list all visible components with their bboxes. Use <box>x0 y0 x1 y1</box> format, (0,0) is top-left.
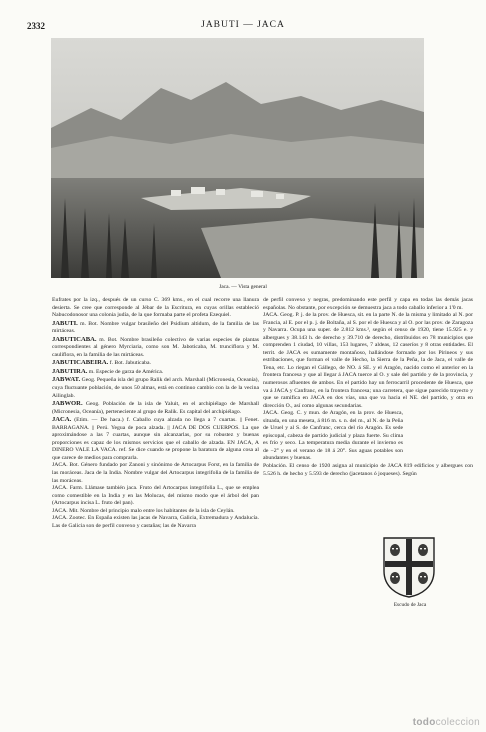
left-entry: JACA. Mit. Nombre del principio malo entre los habitantes de la isla de Ceylán. <box>52 507 235 514</box>
running-head: JABUTI — JACA <box>201 20 285 30</box>
left-entry: JACA. Bot. Género fundado por Zanoni y sinónimo de Artocarpus Forst, en la familia de las moráceas. Jaca de la India. Nombre vulgar del Artocarpus integrifolia de la familia de las moráceas. <box>52 462 259 484</box>
left-entry: JABWOR. Geog. Población de la isla de Yaluit, en el archipiélago de Marshall (Micronesia, Oceanía), perteneciente al grupo de Ralik. Es capital del archipiélago. <box>52 400 259 415</box>
right-entry: JACA. Geog. P. j. de la prov. de Huesca, sit. en la parte N. de la misma y limitado al N. por Francia, al E. por el p. j. de Boltaña, al S. por el de Huesca y al O. por las prov. de Zaragoza y Navarra. Ocupa una super. de 2.812 kms.², según el censo de 1920, tiene 15.925 e. y albergues y 38.143 h. de derecho y 39.710 de derecho, distribuidos en 78 municipios que comprenden 1 ciudad, 10 villas, 153 lugares, 7 aldeas, 12 caseríos y 8 otras entidades. El territ. de JACA es sumamente montañoso, hallándose formado por los Pirineos y sus estribaciones, que forman el valle de Hecho, la Sierra de la Peña, la de Jaca, el valle de Tena, etc. Lo riegan el Gállego, de NO. á SE. y el Aragón, nacido como el anterior en la frontera francesa y que al llegar á JACA tuerce al O. y sale del partido y de la provincia, y numerosos afluentes de ambos. En el partido hay un ferrocarril procedente de Huesca, que va á JACA y Canfranc, en la frontera francesa; una carretera, que sigue parecido trayecto y que se ramifica en JACA en dos vías, una que va hacia el NE. del partido, y otra en dirección O., así como algunas secundarias. <box>263 312 473 409</box>
left-entry: Eufrates por la izq., después de un curso C. 369 kms., en el cual recorre una llanura desierta. Se cree que corresponde al Jébar de la Escritura, en cuyas orillas estableció Nabucodonosor una colonia judía, de la que formaba parte el profeta Ezequiel. <box>52 297 259 319</box>
landscape-photo-drawing <box>51 38 424 278</box>
left-entry: JABUTI. m. Bot. Nombre vulgar brasileño del Psidium altidum, de la familia de las mirtáceas. <box>52 319 259 335</box>
crest-caption: Escudo de Jaca <box>393 602 427 608</box>
left-entry: JACA. Zootec. En España existen las jacas de Navarra, Galicia, Extremadura y Andalucía. Las de Galicia son de perfil convexo y castañas; las de Navarra <box>52 515 259 529</box>
left-entry: JACA. (Etim. — De haca.) f. Caballo cuya alzada no llega a 7 cuartas. || Fenet. BARRAGANA. || Perú. Yegua de poca alzada. || JACA DE DOS CUERPOS. La que aproximándose a las 7 cuartas, aunque sin alcanzarlas, por su robustez y buenas proporciones es capaz de los mismos servicios que el caballo de alzada. EN JACA, A DINERO VALE LA VACA. ref. Se dice cuando se propone la baratura de alguna cosa al que carece de medios para comprarla. <box>52 416 259 461</box>
right-column <box>263 297 473 478</box>
watermark: todocoleccion <box>412 717 480 728</box>
left-entry: JACA. Farm. Llámase también jaca. Fruto del Artocarpus integrifolia L., que se emplea como comestible en la India y en las Molucas, del mismo modo que el árbol del pan (Artocarpus incisa L. fruto del pan). <box>52 485 259 507</box>
left-column <box>52 297 259 530</box>
right-entry: JACA. Geog. C. y mun. de Aragón, en la prov. de Huesca, situada, en una meseta, á 816 m. s. n. del m., al N. de la Peña de Uruel y al S. de Canfranc, cerca del río Aragón. Es sede episcopal, cabeza de partido judicial y plaza fuerte. Su clima es frío y seco. La temperatura media durante el invierno es de −2° y en el verano de 18 á 20°. Sus aguas potables son abundantes y buenas. <box>263 410 403 462</box>
right-entry: Población. El censo de 1920 asigna al municipio de JACA 819 edificios y albergues con 5.526 h. de hecho y 5.593 de derecho (jacetanos ó joqueses). Según <box>263 463 473 477</box>
photo-caption: Jaca. — Vista general <box>219 284 267 290</box>
page-number: 2332 <box>27 21 45 31</box>
left-entry: JABWAT. Geog. Pequeña isla del grupo Ralik del arch. Marshall (Micronesia, Oceanía), cuya fluctuante población, de unos 50 almas, está en continuo cambio con la de la vecina Ailinglab. <box>52 376 259 399</box>
right-entry: de perfil convexo y negras, predominando este perfil y capa en todas las demás jacas españolas. No obstante, por excepción se demuestra jaca a todo caballo inferior a 1'0 m. <box>263 297 473 311</box>
landscape-photo <box>51 38 424 278</box>
left-entry: JABUTICABA. m. Bot. Nombre brasileño colectivo de varias especies de plantas correspondientes al género Myrciaria, como son M. Jaboticaba, M. trunciflora y M. cauliflora, en la familia de las mirtáceas. <box>52 335 259 358</box>
left-entry: JABUTICABEIRA. f. Bot. Jabuticaba. <box>52 359 151 367</box>
shield-icon <box>381 535 437 599</box>
left-entry: JABUTIRA. m. Especie de garza de América. <box>52 367 164 375</box>
coat-of-arms <box>381 535 437 599</box>
